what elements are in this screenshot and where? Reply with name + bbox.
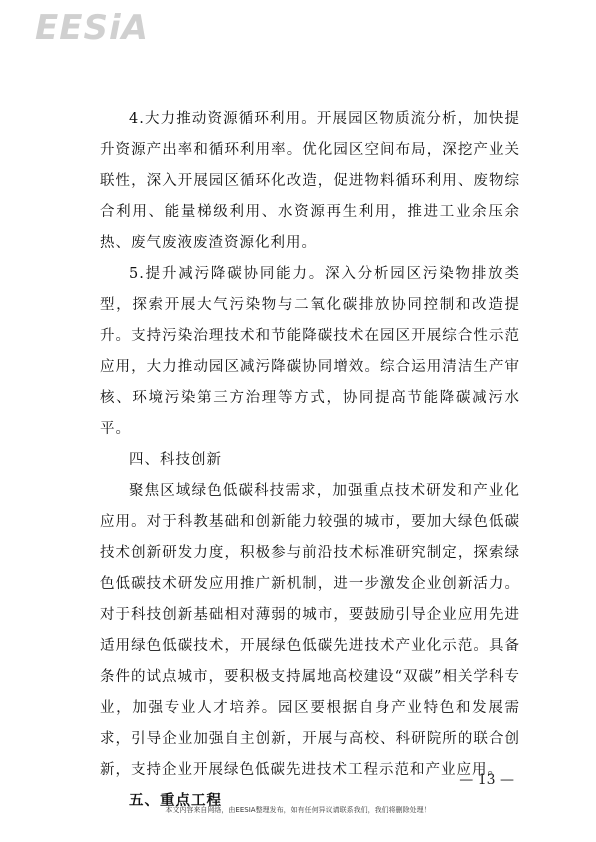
paragraph-pollution-carbon-synergy: 5.提升减污降碳协同能力。深入分析园区污染物排放类型，探索开展大气污染物与二氧化碳排放协同控制和改造提升。支持污染治理技术和节能降碳技术在园区开展综合性示范应用，大力推动园区减污降碳协同增效。综合运用清洁生产审核、环境污染第三方治理等方式，协同提高节能降碳减污水平。 xyxy=(100,266,520,437)
paragraph-resource-recycling: 4.大力推动资源循环利用。开展园区物质流分析，加快提升资源产出率和循环利用率。优化园区空间布局，深挖产业关联性，深入开展园区循环化改造，促进物料循环利用、废物综合利用、能量梯级利用、水资源再生利用，推进工业余压余热、废气废液废渣资源化利用。 xyxy=(100,111,520,251)
footer-disclaimer: 本文内容来自网络，由EESIA整理发布，如有任何异议请联系我们，我们将删除处理！ xyxy=(165,806,431,814)
paragraph-tech-innovation: 聚焦区域绿色低碳科技需求，加强重点技术研发和产业化应用。对于科教基础和创新能力较强的城市，要加大绿色低碳技术创新研发力度，积极参与前沿技术标准研究制定，探索绿色低碳技术研发应用推广新机制，进一步激发企业创新活力。对于科技创新基础相对薄弱的城市，要鼓励引导企业应用先进适用绿色低碳技术，开展绿色低碳先进技术产业化示范。具备条件的试点城市，要积极支持属地高校建设“双碳”相关学科专业，加强专业人才培养。园区要根据自身产业特色和发展需求，引导企业加强自主创新，开展与高校、科研院所的联合创新，支持企业开展绿色低碳先进技术工程示范和产业应用。 xyxy=(100,483,520,778)
eesia-logo: EESiA xyxy=(35,8,149,48)
section-heading-tech-innovation: 四、科技创新 xyxy=(129,452,222,468)
section-heading-key-projects: 五、重点工程 xyxy=(129,793,222,809)
document-body xyxy=(100,104,520,817)
page-number: — 13 — xyxy=(459,772,514,788)
